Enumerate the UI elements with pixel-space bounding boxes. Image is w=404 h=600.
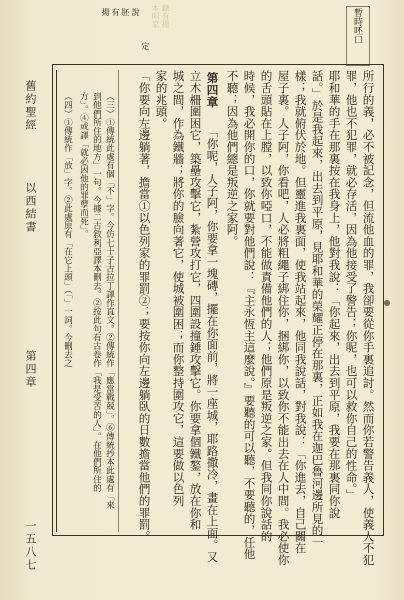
- body-line: 樣；我就俯伏於地。但靈進我裏面，使我站起來，他同我說話，對我說：「你進去，自己關在: [293, 70, 308, 554]
- frame-inner-rule: [56, 70, 57, 532]
- body-line: 立木柵圍困它，築壘攻擊它，紮營攻打它，四圍設撞錘攻擊它。你要拿個鐵鏊，放在你和: [188, 70, 203, 531]
- body-line: 城之間，作為鐵牆；將你的臉向著它，使城被圍困；而你整持圍攻它，這要做以色列: [171, 70, 186, 507]
- body-line: 罪，他也不犯罪，就必存活，因為他接受了警告；你呢，也可以救你自己的性命。」: [344, 70, 359, 501]
- body-line: 不聽；因為他們總是叛逆之家阿。: [225, 70, 240, 247]
- margin-dot: [384, 300, 390, 306]
- top-left-note: 定: [141, 42, 150, 50]
- footnote-line: 到他們所住的地方」一句。今據二古敘利亞譯本刪去。②按此句有古卷作「我是受苦的人」。在他們所住的: [91, 92, 102, 492]
- top-left-note: 揚: [101, 8, 110, 16]
- header-section: 以西結書: [24, 182, 37, 234]
- body-line: 話。」於是我起來，出去到平原，見耶和華的榮耀正停在那裏，正如我在迦巴魯河邊所見的一: [310, 70, 325, 548]
- footnote-line: （四）①傳統作「放」字。②此處原有「在它上頭」（「」一詞。今刪去之: [62, 92, 73, 368]
- header-book: 舊約聖經: [24, 80, 37, 132]
- page-number: 一五八七: [24, 520, 37, 572]
- footnote-rule: [118, 70, 119, 532]
- top-left-note: 有: [111, 8, 120, 16]
- ghost-stamp-line: 錄有揚: [161, 4, 170, 28]
- chapter-heading: 第四章: [205, 72, 220, 108]
- body-line: 「你要向左邊躺著，擔當①以色列家的罪罰②；要按你向左邊躺臥的日數擔當他們的罪罰。: [137, 70, 152, 542]
- body-line: 所行的義，必不被記念，但流他血的罪，我卻要從你手裏追討。然而你若警告義人，使義人不犯: [361, 70, 376, 566]
- body-line: 「你呢，人子阿，你要拿一塊磚，擺在你面前，將一座城，耶路撒冷，畫在上面。又: [205, 126, 220, 563]
- body-line: 耶和華的手在那裏按在我身上，他對我說：「你起來，出去到平原，我要在那裏同你說: [327, 70, 342, 519]
- body-line: 的舌頭貼在上膛，以致你啞口，不能做責備他們的人；他們原是叛逆之家。但我同你說話的: [259, 70, 274, 542]
- top-left-note: 說: [131, 8, 140, 16]
- footnote-line: （三）①傳統此處有個「不」字。今仿七十子古拉丁譯作直文。②傳統作「應當戰兢」。⑥傳統抄本此處有「來: [104, 92, 115, 510]
- body-line: 時候，我必開你的口，你就要對他們說：『主永恆主這麼說。』要聽的可以聽，不要聽的，任他: [242, 70, 257, 560]
- body-line: 家的兆頭。: [154, 70, 169, 129]
- footnote-line: 方」。④或譯「就必因他的罪孽而死」。: [78, 92, 89, 239]
- header-chapter: 第四章: [24, 350, 37, 389]
- body-line: 屋子裏。人子阿，你看吧，人必將粗繩子綁住你，捆綁你，以致你不能出去在人中間。我必使你: [276, 70, 291, 566]
- ghost-stamp-line: 本叫家: [151, 4, 160, 28]
- top-left-note: 胚: [121, 8, 130, 16]
- top-stamp-text: 暫時呸口: [352, 8, 362, 44]
